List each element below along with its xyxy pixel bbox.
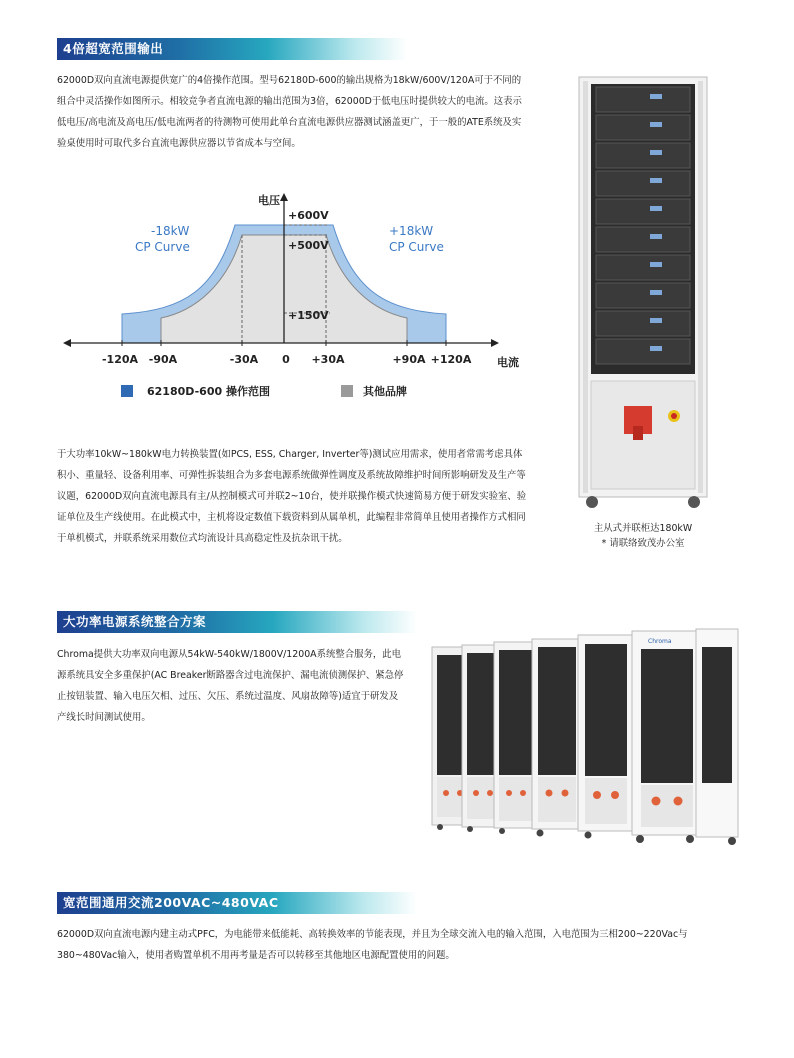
tick-n120: -120A [101,353,139,366]
tick-n30: -30A [229,353,259,366]
operating-range-diagram [55,185,535,415]
cabinet-caption-line2: * 请联络致茂办公室 [601,538,685,549]
label-500v: +500V [288,239,329,252]
tick-p120: +120A [430,353,472,366]
legend-blue-label: 62180D-600 操作范围 [147,385,270,398]
x-axis-label: 电流 [497,356,519,369]
tick-p90: +90A [392,353,426,366]
system-integration-paragraph: Chroma提供大功率双向电源从54kW-540kW/1800V/1200A系统整合服务，此电源系统具安全多重保护(AC Breaker断路器含过电流保护、漏电流侦测保护、紧急停止按钮装置、输入电压欠相、过压、欠压、系统过温度、风扇故障等)适宜于研发及产线长时间测试使用。 [57,649,404,723]
tick-p30: +30A [311,353,345,366]
wide-range-paragraph: 62000D双向直流电源提供宽广的4倍操作范围。型号62180D-600的输出规格为18kW/600V/120A可于不同的组合中灵活操作如图所示。相较竞争者直流电源的输出范围为3倍，62000D于低电压时提供较大的电流。这表示低电压/高电流及高电压/低电流两者的待测物可使用此单台直流电源供应器测试涵盖更广，于一般的ATE系统及实验桌使用时可取代多台直流电源供应器以节省成本与空间。 [57,75,522,149]
legend-gray-label: 其他品牌 [363,385,407,398]
right-curve-label: CP Curve [389,240,444,254]
chroma-logo: Chroma [648,638,672,645]
multi-cabinet-system-image [428,625,743,853]
section-heading-wide-range: 4倍超宽范围输出 [57,38,407,60]
section-heading-ac-input: 宽范围通用交流200VAC~480VAC [57,892,417,914]
tick-zero: 0 [282,353,290,366]
parallel-mode-paragraph: 于大功率10kW~180kW电力转换装置(如PCS, ESS, Charger, Inverter等)测试应用需求，使用者常需考虑具体积小、重量轻、设备利用率、可弹性拆装组合为多套电源系统做弹性调度及系统故障维护时间所影响研发及生产等议题，62000D双向直流电源具有主/从控制模式可并联2~10台，使并联操作模式快速简易方便于研发实验室、验证单位及生产线使用。在此模式中，主机将设定数值下载资料到从属单机，此编程非常简单且使用者操作方式相同于单机模式，并联系统采用数位式均流设计具高稳定性及抗杂讯干扰。 [57,449,527,544]
left-curve-label: CP Curve [135,240,190,254]
parallel-cabinet-image [578,76,708,510]
section-heading-system-integration: 大功率电源系统整合方案 [57,611,417,633]
tick-n90: -90A [148,353,178,366]
cabinet-caption-line1: 主从式并联柜达180kW [593,523,693,534]
legend-blue-swatch [121,385,133,397]
legend-gray-swatch [341,385,353,397]
left-power-label: -18kW [151,224,190,238]
y-axis-label: 电压 [258,194,280,207]
right-power-label: +18kW [389,224,434,238]
label-150v: +150V [288,309,329,322]
label-600v: +600V [288,209,329,222]
ac-input-paragraph: 62000D双向直流电源内建主动式PFC，为电能带来低能耗、高转换效率的节能表现，并且为全球交流入电的输入范围，入电范围为三相200~220Vac与380~480Vac输入，使用者购置单机不用再考量是否可以转移至其他地区电源配置使用的问题。 [57,929,688,961]
